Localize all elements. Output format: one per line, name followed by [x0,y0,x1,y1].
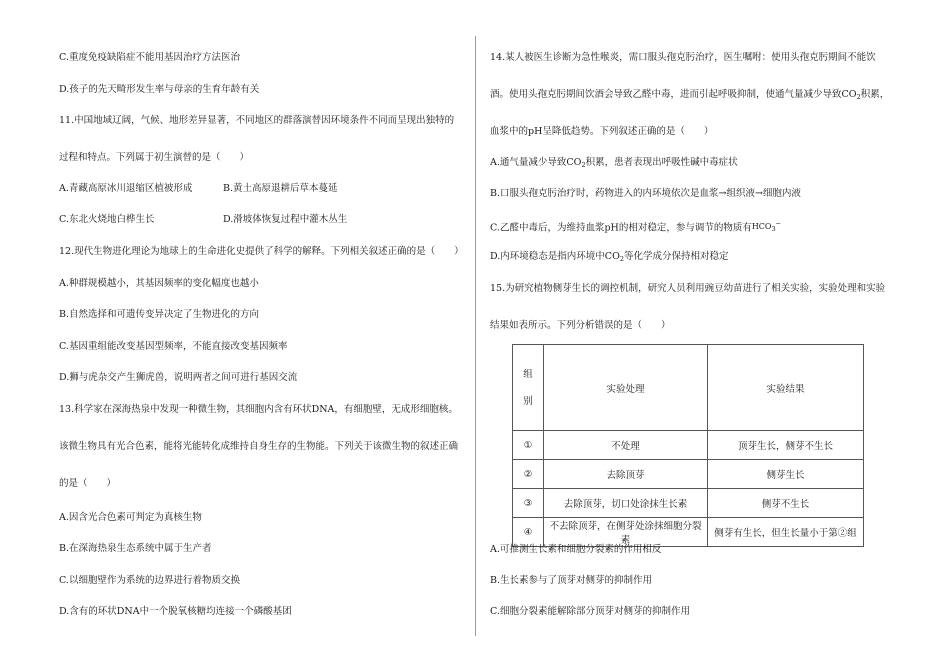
group-cell: ① [513,431,544,460]
table-row [513,460,864,489]
subscript: 2 [619,255,624,263]
question-15-stem-1: 15.为研究植物侧芽生长的调控机制，研究人员利用豌豆幼苗进行了相关实验，实验处理和实验 [490,283,886,294]
q14a-text-part: A.通气量减少导致CO [490,157,582,168]
option-c-q12: C.基因重组能改变基因型频率，不能直接改变基因频率 [59,341,288,352]
header-group-char: 组 [523,368,533,380]
result-cell: 侧芽不生长 [708,489,864,518]
option-a-q14 [490,157,738,171]
option-c-q14 [490,217,781,235]
subscript: 2 [856,93,861,101]
option-d-q12: D.狮与虎杂交产生狮虎兽，说明两者之间可进行基因交流 [59,372,298,383]
result-cell: 顶芽生长，侧芽不生长 [708,431,864,460]
option-d-q11: D.滑坡体恢复过程中灌木丛生 [223,214,348,225]
question-11-stem-2: 过程和特点。下列属于初生演替的是（ ） [59,152,250,163]
header-group-char: 别 [523,395,533,407]
option-b-q14: B.口服头孢克肟治疗时，药物进入的内环境依次是血浆→组织液→细胞内液 [490,188,801,199]
q14d-text-part: 等化学成分保持相对稳定 [624,251,729,262]
table-header-row [513,345,864,431]
q14c-text-part: C.乙醛中毒后，为维持血浆pH的相对稳定，参与调节的物质有 [490,222,752,234]
option-b-q11: B.黄土高原退耕后草本蔓延 [223,183,338,194]
header-group [513,345,544,431]
q14-text-part: 酒。使用头孢克肟期间饮酒会导致乙醛中毒，进而引起呼吸抑制，使通气量减少导致CO [490,89,857,100]
q14-text-part: 积累， [860,89,890,100]
bicarbonate-formula [751,219,782,233]
question-11-stem-1: 11.中国地域辽阔，气候、地形差异显著，不同地区的群落演替因环境条件不同而呈现出独特的 [59,115,455,126]
option-a-q13: A.因含光合色素可判定为真核生物 [59,512,202,523]
question-13-stem-2: 该微生物具有光合色素，能将光能转化成维持自身生存的生物能。下列关于该微生物的叙述正确 [59,441,459,452]
option-c-q13: C.以细胞壁作为系统的边界进行着物质交换 [59,575,240,586]
experiment-table [512,344,864,547]
option-b-q13: B.在深海热泉生态系统中属于生产者 [59,543,212,554]
group-cell: ④ [513,518,544,547]
header-treatment: 实验处理 [544,345,708,431]
question-13-stem-3: 的是（ ） [59,478,117,489]
option-a-q15: A.可推测生长素和细胞分裂素的作用相反 [490,544,662,555]
superscript: − [775,219,782,227]
question-15-stem-2: 结果如表所示。下列分析错误的是（ ） [490,320,671,331]
formula-base: HCO [751,221,772,231]
header-result: 实验结果 [708,345,864,431]
result-cell: 侧芽生长 [708,460,864,489]
question-12-stem: 12.现代生物进化理论为地球上的生命进化史提供了科学的解释。下列相关叙述正确的是（ ） [59,246,464,257]
group-cell: ② [513,460,544,489]
option-a-q12: A.种群规模越小，其基因频率的变化幅度也越小 [59,278,259,289]
option-b-q15: B.生长素参与了顶芽对侧芽的抑制作用 [490,575,653,586]
question-13-stem-1: 13.科学家在深海热泉中发现一种微生物，其细胞内含有环状DNA，有细胞壁，无成形细胞核。 [59,404,458,415]
option-c-q10: C.重度免疫缺陷症不能用基因治疗方法医治 [59,52,240,63]
option-d-q14 [490,251,729,265]
option-a-q11: A.青藏高原冰川退缩区植被形成 [59,183,193,194]
treatment-cell: 去除顶芽 [544,460,708,489]
option-c-q15: C.细胞分裂素能解除部分顶芽对侧芽的抑制作用 [490,606,690,617]
question-14-stem-3: 血浆中的pH呈降低趋势。下列叙述正确的是（ ） [490,126,714,137]
column-divider [475,36,476,636]
option-d-q10: D.孩子的先天畸形发生率与母亲的生育年龄有关 [59,84,260,95]
q14d-text-part: D.内环境稳态是指内环境中CO [490,251,620,262]
treatment-cell: 不处理 [544,431,708,460]
option-d-q13: D.含有的环状DNA中一个脱氧核糖均连接一个磷酸基团 [59,606,292,617]
q14a-text-part: 积累，患者表现出呼吸性碱中毒症状 [585,157,738,168]
subscript: 3 [771,224,776,233]
option-b-q12: B.自然选择和可遗传变异决定了生物进化的方向 [59,309,260,320]
question-14-stem-1: 14.某人被医生诊断为急性喉炎，需口服头孢克肟治疗，医生嘱咐：使用头孢克肟期间不能饮 [490,52,876,63]
treatment-cell: 去除顶芽，切口处涂抹生长素 [544,489,708,518]
table-row [513,489,864,518]
group-cell: ③ [513,489,544,518]
question-14-stem-2 [490,89,889,103]
option-c-q11: C.东北火烧地白桦生长 [59,214,155,225]
result-cell: 侧芽有生长，但生长量小于第②组 [708,518,864,547]
table-row [513,518,864,547]
treatment-cell: 不去除顶芽，在侧芽处涂抹细胞分裂素 [544,518,708,547]
table-row [513,431,864,460]
subscript: 2 [581,161,586,169]
